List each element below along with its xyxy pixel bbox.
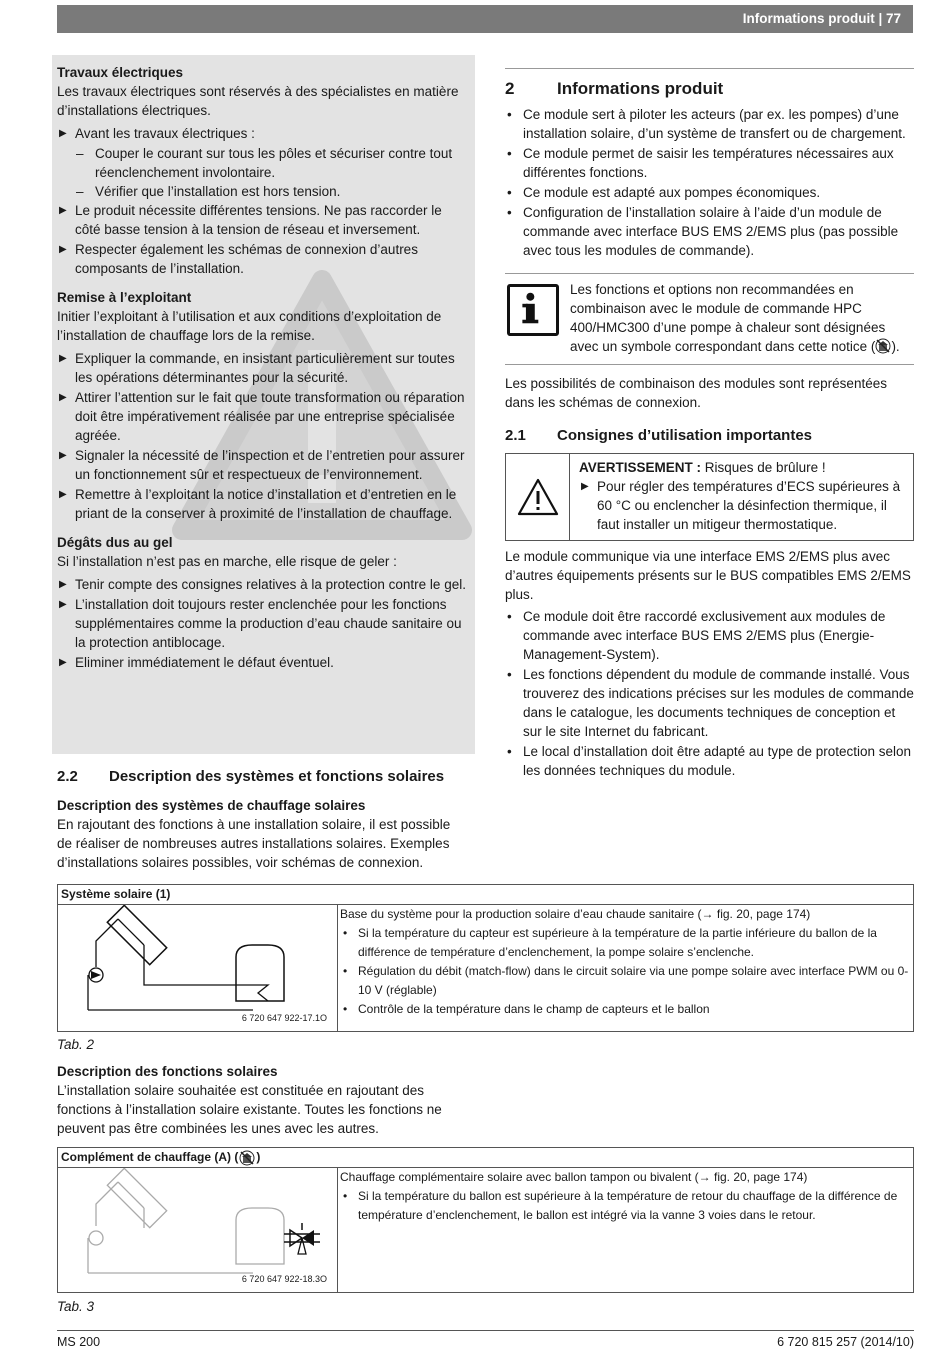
list-item: ▶ Respecter également les schémas de connexion d’autres composants de l’installation. xyxy=(57,240,469,278)
subheading: Description des systèmes de chauffage solaires xyxy=(57,798,366,813)
subsection-number: 2.1 xyxy=(505,427,526,444)
info-note xyxy=(505,273,914,365)
list-item: • Contrôle de la température dans le champ de capteurs et le ballon xyxy=(340,1000,911,1019)
subsection-heading xyxy=(505,426,914,446)
paragraph: L’installation solaire souhaitée est constituée en rajoutant des fonctions à l’installation solaire existante. Toutes les fonctions ne peuvent pas être combinées les unes avec les autres. xyxy=(57,1083,442,1136)
communication-text: Le module communique via une interface EMS 2/EMS plus avec d’autres équipements présents sur le BUS compatibles EMS 2/EMS plus. xyxy=(505,549,911,602)
table-title-text: Complément de chauffage (A) ( xyxy=(61,1150,239,1164)
section-title: Description des systèmes et fonctions solaires xyxy=(109,768,445,785)
list-item: • Les fonctions dépendent du module de commande installé. Vous trouverez des indications précises sur les modules de commande dans le catalogue, les documents techniques de conception et sur le site Internet du fabricant. xyxy=(505,665,914,741)
list-item: • Si la température du ballon est supérieure à la température de retour du chauffage de la différence de température d’enclenchement, le ballon est intégré via la vanne 3 voies dans le retour. xyxy=(340,1187,911,1225)
table-caption: Tab. 2 xyxy=(57,1037,95,1052)
page-header xyxy=(57,5,913,33)
section-number: 2 xyxy=(505,79,515,98)
electrical-work-title: Travaux électriques xyxy=(57,65,184,80)
list-item: ▶ Attirer l’attention sur le fait que toute transformation ou réparation doit être impérativement réalisée par une entreprise spécialisée agréée. xyxy=(57,388,469,445)
list-item: ▶ Le produit nécessite différentes tensions. Ne pas raccorder le côté basse tension à la tension de réseau et inversement. xyxy=(57,201,469,239)
heat-pump-symbol-icon xyxy=(875,338,891,354)
handover-text: Initier l’exploitant à l’utilisation et aux conditions d’exploitation de l’installation de chauffage lors de la remise. xyxy=(57,309,442,343)
section-number: 2.2 xyxy=(57,768,78,785)
heating-complement-diagram xyxy=(58,1168,338,1292)
table-title xyxy=(58,1148,913,1168)
list-item: ▶ Tenir compte des consignes relatives à la protection contre le gel. xyxy=(57,575,469,594)
frost-title: Dégâts dus au gel xyxy=(57,535,173,550)
safety-panel xyxy=(52,55,475,754)
page-footer xyxy=(57,1330,914,1352)
paragraph: En rajoutant des fonctions à une installation solaire, il est possible de réaliser de nombreuses autres installations solaires. Exemples d’installations solaires possibles, voir schémas de connexion. xyxy=(57,817,451,870)
warning-triangle-icon xyxy=(506,454,570,540)
info-text-end: ). xyxy=(891,339,900,354)
electrical-work-text: Les travaux électriques sont réservés à des spécialistes en matière d’installations électriques. xyxy=(57,84,459,118)
list-item: ▶ Remettre à l’exploitant la notice d’installation et d’entretien en le priant de la conserver à proximité de l’installation de chauffage. xyxy=(57,485,469,523)
list-item: • Configuration de l’installation solaire à l’aide d’un module de commande avec interface BUS EMS 2/EMS plus (pas possible avec tous les modules de commande). xyxy=(505,203,914,260)
list-item: ▶ Expliquer la commande, en insistant particulièrement sur toutes les opérations déterminantes pour la sécurité. xyxy=(57,349,469,387)
list-item: • Ce module doit être raccordé exclusivement aux modules de commande avec interface BUS EMS 2/EMS plus (Energie-Management-System). xyxy=(505,607,914,664)
list-item: • Ce module permet de saisir les températures nécessaires aux différentes fonctions. xyxy=(505,144,914,182)
table-text xyxy=(338,1168,913,1292)
info-icon xyxy=(507,284,559,336)
list-item: • Régulation du débit (match-flow) dans le circuit solaire via une pompe solaire avec interface PWM ou 0-10 V (réglable) xyxy=(340,962,911,1000)
table-title-end: ) xyxy=(256,1150,261,1164)
list-item: ▶ Avant les travaux électriques : xyxy=(57,124,469,143)
figure-code: 6 720 647 922-17.1O xyxy=(241,1013,327,1023)
table-intro: Chauffage complémentaire solaire avec ballon tampon ou bivalent (→ fig. 20, page 174) xyxy=(340,1170,808,1184)
heat-pump-symbol-icon xyxy=(239,1150,255,1166)
header-title: Informations produit | 77 xyxy=(742,11,901,26)
list-item: ▶ Signaler la nécessité de l’inspection et de l’entretien pour assurer un fonctionnement sûr et respectueux de l’environnement. xyxy=(57,446,469,484)
combo-text: Les possibilités de combinaison des modules sont représentées dans les schémas de connexion. xyxy=(505,376,887,410)
subheading: Description des fonctions solaires xyxy=(57,1064,278,1079)
solar-description-section xyxy=(57,767,467,872)
section-title: Informations produit xyxy=(557,79,724,98)
list-item: • Ce module est adapté aux pompes économiques. xyxy=(505,183,914,202)
warning-title: Risques de brûlure ! xyxy=(701,460,826,475)
frost-text: Si l’installation n’est pas en marche, elle risque de geler : xyxy=(57,554,397,569)
solar-functions-section xyxy=(57,1062,467,1138)
warning-label: AVERTISSEMENT : xyxy=(579,460,702,475)
table-text xyxy=(338,905,913,1031)
list-item: ▶ Eliminer immédiatement le défaut éventuel. xyxy=(57,653,469,672)
solar-system-table xyxy=(57,884,914,1032)
list-item: ▶ Pour régler des températures d’ECS supérieures à 60 °C ou enclencher la désinfection thermique, il faut installer un mitigeur thermostatique. xyxy=(579,477,909,534)
section-heading xyxy=(57,767,467,787)
figure-code: 6 720 647 922-18.3O xyxy=(241,1274,327,1284)
list-item: – Vérifier que l’installation est hors tension. xyxy=(57,182,469,201)
subsection-title: Consignes d’utilisation importantes xyxy=(557,427,813,444)
section-heading xyxy=(505,78,914,100)
table-title: Système solaire (1) xyxy=(58,885,913,905)
list-item: • Si la température du capteur est supérieure à la température de la partie inférieure du ballon de la différence de température d’enclenchement, la pompe solaire s’enclenche. xyxy=(340,924,911,962)
list-item: • Le local d’installation doit être adapté au type de protection selon les données techniques du module. xyxy=(505,742,914,780)
footer-left: MS 200 xyxy=(57,1335,101,1349)
list-item: • Ce module sert à piloter les acteurs (par ex. les pompes) d’une installation solaire, d’un système de transfert ou de chargement. xyxy=(505,105,914,143)
handover-title: Remise à l’exploitant xyxy=(57,290,192,305)
footer-right: 6 720 815 257 (2014/10) xyxy=(777,1335,914,1349)
heating-complement-table xyxy=(57,1147,914,1293)
burn-warning xyxy=(505,453,914,541)
table-caption: Tab. 3 xyxy=(57,1299,95,1314)
table-intro: Base du système pour la production solaire d’eau chaude sanitaire (→ fig. 20, page 174) xyxy=(340,907,811,921)
list-item: ▶ L’installation doit toujours rester enclenchée pour les fonctions supplémentaires comme la production d’eau chaude sanitaire ou la protection antiblocage. xyxy=(57,595,469,652)
list-item: – Couper le courant sur tous les pôles et sécuriser contre tout réenclenchement involontaire. xyxy=(57,144,469,182)
right-column xyxy=(505,68,914,781)
solar-system-diagram xyxy=(58,905,338,1031)
info-text: Les fonctions et options non recommandées en combinaison avec le module de commande HPC 400/HMC300 d’une pompe à chaleur sont désignées avec un symbole correspondant dans cette notice ( xyxy=(570,282,886,354)
